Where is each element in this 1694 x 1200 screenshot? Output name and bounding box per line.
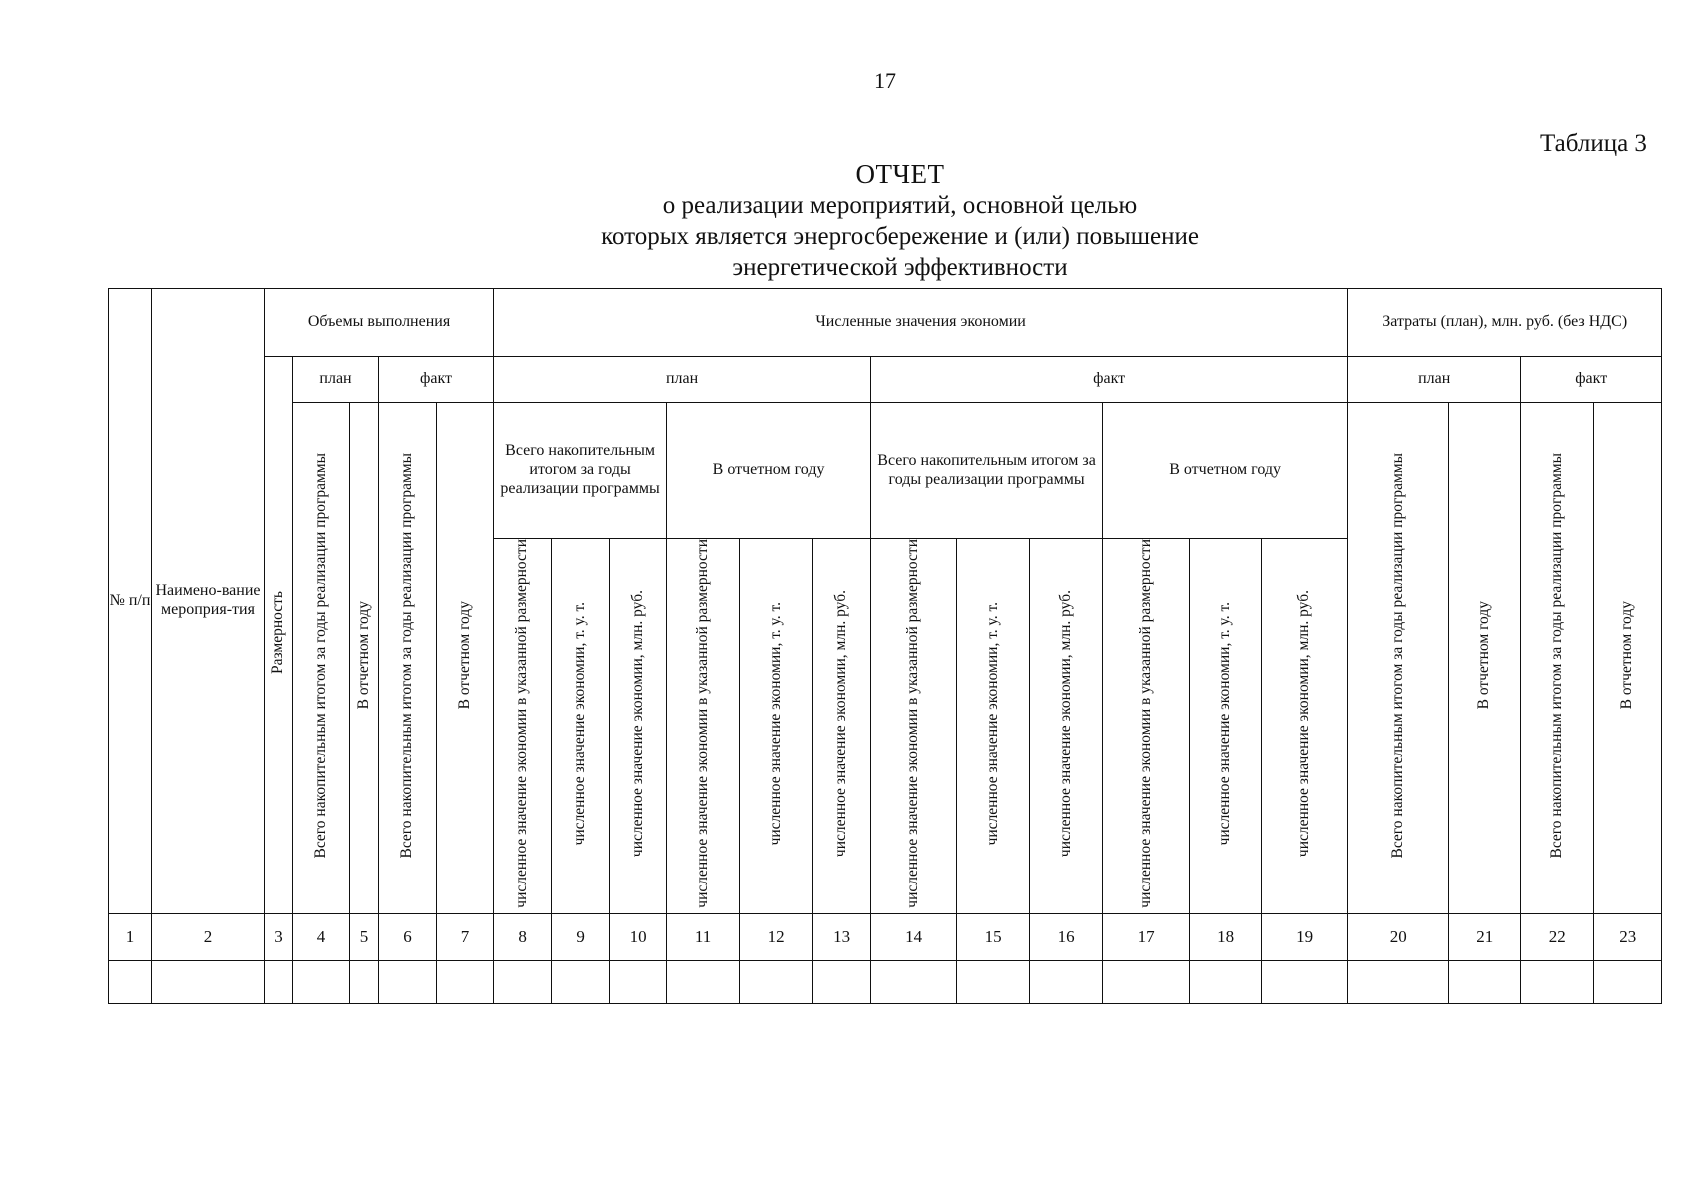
empty-cell	[552, 961, 610, 1004]
empty-cell	[1190, 961, 1262, 1004]
header-econ-col-12	[740, 539, 813, 914]
header-cost-fact-year-cell	[1594, 403, 1662, 914]
empty-cell	[1262, 961, 1348, 1004]
report-title: ОТЧЕТ	[855, 159, 945, 189]
header-cost-plan-total: Всего накопительным итогом за годы реализации программы	[1388, 452, 1406, 859]
header-econ-col-13	[813, 539, 871, 914]
empty-cell	[957, 961, 1030, 1004]
header-vol-plan-total-cell	[293, 403, 350, 914]
header-econ-tut-18: численное значение экономии, т. у. т.	[1216, 601, 1234, 846]
header-econ-rub-16: численное значение экономии, млн. руб.	[1056, 589, 1074, 857]
header-economy: Численные значения экономии	[494, 289, 1348, 357]
empty-cell	[610, 961, 667, 1004]
column-number: 18	[1190, 914, 1262, 961]
header-econ-col-8	[494, 539, 552, 914]
report-subtitle-line-1: о реализации мероприятий, основной целью	[662, 192, 1138, 219]
column-number: 22	[1521, 914, 1594, 961]
header-volumes-plan: план	[293, 357, 379, 403]
column-number: 2	[152, 914, 265, 961]
header-size: Размерность	[269, 590, 287, 674]
column-number: 12	[740, 914, 813, 961]
column-number: 19	[1262, 914, 1348, 961]
empty-cell	[1348, 961, 1449, 1004]
column-number: 9	[552, 914, 610, 961]
report-subtitle-line-3: энергетической эффективности	[732, 254, 1068, 281]
header-size-cell	[265, 357, 293, 914]
header-econ-rub-19: численное значение экономии, млн. руб.	[1295, 589, 1313, 857]
header-cost-plan-year: В отчетном году	[1475, 601, 1493, 710]
header-econ-col-17	[1103, 539, 1190, 914]
column-number: 10	[610, 914, 667, 961]
empty-cell	[293, 961, 350, 1004]
column-number: 16	[1030, 914, 1103, 961]
header-economy-plan: план	[494, 357, 871, 403]
page-number: 17	[874, 68, 896, 93]
header-econ-tut-9: численное значение экономии, т. у. т.	[571, 601, 589, 846]
empty-cell	[350, 961, 379, 1004]
empty-cell	[813, 961, 871, 1004]
empty-cell	[1521, 961, 1594, 1004]
header-econ-rub-10: численное значение экономии, млн. руб.	[628, 589, 646, 857]
header-economy-fact: факт	[871, 357, 1348, 403]
header-econ-col-16	[1030, 539, 1103, 914]
empty-cell	[265, 961, 293, 1004]
header-econ-plan-total: Всего накопительным итогом за годы реализации программы	[494, 403, 667, 539]
column-number: 6	[379, 914, 437, 961]
table-label: Таблица 3	[1540, 130, 1647, 157]
header-vol-fact-total-cell	[379, 403, 437, 914]
header-econ-units-14: численное значение экономии в указанной размерности	[904, 539, 922, 908]
header-econ-plan-year: В отчетном году	[667, 403, 871, 539]
header-costs: Затраты (план), млн. руб. (без НДС)	[1348, 289, 1662, 357]
header-vol-plan-total: Всего накопительным итогом за годы реализации программы	[311, 452, 329, 859]
header-cost-plan-year-cell	[1449, 403, 1521, 914]
header-cost-fact-total-cell	[1521, 403, 1594, 914]
header-vol-plan-year-cell	[350, 403, 379, 914]
column-number: 3	[265, 914, 293, 961]
empty-cell	[667, 961, 740, 1004]
column-number: 11	[667, 914, 740, 961]
empty-cell	[379, 961, 437, 1004]
header-vol-plan-year: В отчетном году	[354, 601, 372, 710]
header-econ-units-8: численное значение экономии в указанной размерности	[513, 539, 531, 908]
empty-cell	[871, 961, 957, 1004]
empty-cell	[740, 961, 813, 1004]
column-number: 4	[293, 914, 350, 961]
report-subtitle-line-2: которых является энергосбережение и (или) повышение	[601, 223, 1199, 250]
header-econ-units-11: численное значение экономии в указанной размерности	[693, 539, 711, 908]
header-econ-col-15	[957, 539, 1030, 914]
header-name: Наимено-вание мероприя-тия	[152, 289, 265, 914]
header-vol-fact-year: В отчетном году	[455, 601, 473, 710]
header-econ-units-17: численное значение экономии в указанной размерности	[1136, 539, 1154, 908]
header-vol-fact-total: Всего накопительным итогом за годы реализации программы	[398, 452, 416, 859]
empty-cell	[494, 961, 552, 1004]
header-vol-fact-year-cell	[437, 403, 494, 914]
empty-cell	[1030, 961, 1103, 1004]
header-econ-col-11	[667, 539, 740, 914]
title-block	[510, 158, 1290, 283]
column-number: 7	[437, 914, 494, 961]
header-econ-fact-total: Всего накопительным итогом за годы реализации программы	[871, 403, 1103, 539]
empty-cell	[1594, 961, 1662, 1004]
column-number: 15	[957, 914, 1030, 961]
column-number: 17	[1103, 914, 1190, 961]
empty-cell	[152, 961, 265, 1004]
column-number: 8	[494, 914, 552, 961]
empty-cell	[1449, 961, 1521, 1004]
column-number: 14	[871, 914, 957, 961]
header-volumes-fact: факт	[379, 357, 494, 403]
column-number: 20	[1348, 914, 1449, 961]
header-econ-tut-12: численное значение экономии, т. у. т.	[766, 601, 784, 846]
header-econ-col-18	[1190, 539, 1262, 914]
column-number: 21	[1449, 914, 1521, 961]
header-cost-plan-total-cell	[1348, 403, 1449, 914]
column-numbers-row	[109, 914, 1662, 961]
header-cost-fact-year: В отчетном году	[1618, 601, 1636, 710]
header-volumes: Объемы выполнения	[265, 289, 494, 357]
header-no: № п/п	[109, 289, 152, 914]
header-econ-col-9	[552, 539, 610, 914]
header-econ-col-19	[1262, 539, 1348, 914]
column-number: 23	[1594, 914, 1662, 961]
empty-cell	[1103, 961, 1190, 1004]
header-econ-col-10	[610, 539, 667, 914]
column-number: 1	[109, 914, 152, 961]
empty-cell	[437, 961, 494, 1004]
header-econ-col-14	[871, 539, 957, 914]
header-costs-fact: факт	[1521, 357, 1662, 403]
header-econ-rub-13: численное значение экономии, млн. руб.	[832, 589, 850, 857]
header-cost-fact-total: Всего накопительным итогом за годы реализации программы	[1547, 452, 1565, 859]
empty-data-row	[109, 961, 1662, 1004]
column-number: 5	[350, 914, 379, 961]
column-number: 13	[813, 914, 871, 961]
report-table	[108, 288, 1662, 1004]
header-costs-plan: план	[1348, 357, 1521, 403]
header-econ-fact-year: В отчетном году	[1103, 403, 1348, 539]
header-econ-tut-15: численное значение экономии, т. у. т.	[983, 601, 1001, 846]
empty-cell	[109, 961, 152, 1004]
